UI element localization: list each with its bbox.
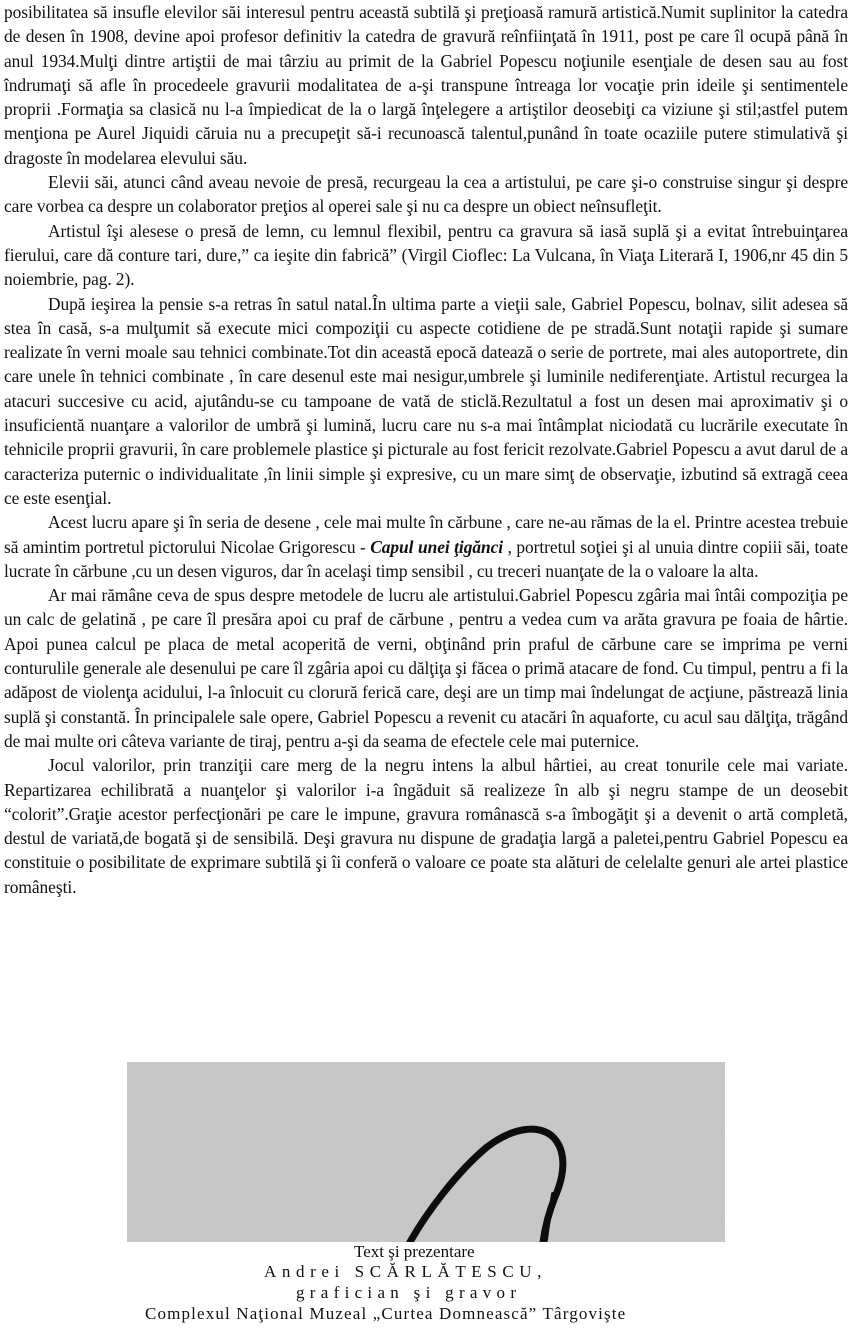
paragraph-4: După ieşirea la pensie s-a retras în satul natal.În ultima parte a vieţii sale, Gabriel Popescu, bolnav, silit adesea să stea în casă, s-a mulţumit să execute mici compoziţii cu aspecte cotidiene de pe stradă.Sunt notaţii rapide şi sumare realizate în verni moale sau tehnici combinate.Tot din această epocă datează o serie de portrete, mai ales autoportrete, din care unele în tehnici combinate , în care desenul este mai nesigur,umbrele şi luminile nediferenţiate. Artistul recurgea la atacuri succesive cu acid, ajutându-se cu tampoane de vată de sticlă.Rezultatul a fost un desen mai aproximativ şi o insuficientă nuanţare a valorilor de umbră şi lumină, lucru care nu s-a mai întâmplat niciodată cu lucrările executate în tehnicile proprii gravurii, în care problemele plastice şi picturale au fost fericit rezolvate.Gabriel Popescu a avut darul de a caracteriza puternic o individualitate ,în linii simple şi expresive, cu un mare simţ de observaţie, izbutind să extragă ceea ce este esenţial.	[4, 293, 848, 508]
artwork-title: Capul unei ţigănci	[370, 536, 504, 557]
engraving-detail-image	[127, 1062, 725, 1242]
paragraph-6: Ar mai rămâne ceva de spus despre metodele de lucru ale artistului.Gabriel Popescu zgâria mai întâi compoziţia pe un calc de gelatină , pe care îl presăra apoi cu praf de cărbune , pentru a vedea cum va arăta gravura pe foaia de hârtie. Apoi punea calcul pe placa de metal acoperită de verni, obţinând prin praful de cărbune care se imprima pe verni conturulile generale ale desenului pe care îl zgâria apoi cu dălţiţa şi făcea o primă atacare de fond. Cu timpul, pentru a fi la adăpost de violenţa acidului, l-a înlocuit cu clorură ferică care, deşi are un timp mai îndelungat de acţiune, păstrează linia suplă şi constantă. În principalele sale opere, Gabriel Popescu a revenit cu atacări în aquaforte, cu acul sau dălţiţa, trăgând de mai multe ori câteva variante de tiraj, pentru a-şi da seama de efectele cele mai puternice.	[4, 585, 848, 751]
paragraph-1: posibilitatea să insufle elevilor săi interesul pentru această subtilă şi preţioasă ramură artistică.Numit suplinitor la catedra de desen în 1908, devine apoi profesor definitiv la catedra de gravură reînfiinţată în 1911, post pe care îl ocupă până în anul 1934.Mulţi dintre artiştii de mai târziu au primit de la Gabriel Popescu noţiunile esenţiale de desen sau au fost îndrumaţi să afle în procedeele gravurii modalitatea de a-şi transpune întreaga lor vocaţie prin ideile şi sentimentele proprii .Formaţia sa clasică nu l-a împiedicat de la o largă înţelegere a artiştilor deosebiţi ca viziune şi stil;astfel putem menţiona pe Aurel Jiquidi căruia nu a precupeţit să-i recunoască talentul,punând în toate ocaziile putere stimulativă şi dragoste în modelarea elevului său.	[4, 2, 848, 168]
author-role: grafician şi gravor	[296, 1283, 522, 1302]
article-body	[4, 0, 848, 899]
paragraph-5-end: , portretul soţiei şi al unuia dintre copiii săi, toate lucrate în cărbune ,cu un desen viguros, dar în acelaşi timp sensibil , cu treceri nuanţate de la o valoare la alta.	[4, 536, 849, 581]
paragraph-5-start: Acest lucru apare şi în seria de desene , cele mai multe în cărbune , care ne-au rămas de la el. Printre acestea trebuie să amintim portretul pictorului Nicolae Grigorescu -	[4, 512, 848, 557]
author-institution: Complexul Naţional Muzeal „Curtea Domnească” Târgovişte	[145, 1304, 627, 1323]
paragraph-5	[4, 510, 848, 583]
paragraph-3: Artistul îşi alesese o presă de lemn, cu lemnul flexibil, pentru ca gravura să iasă suplă şi a evitat întrebuinţarea fierului, care dă conture tari, dure,” ca ieşite din fabrică” (Virgil Cioflec: La Vulcana, în Viaţa Literară I, 1906,nr 45 din 5 noiembrie, pag. 2).	[4, 220, 848, 290]
credit-label: Text şi prezentare	[354, 1242, 475, 1261]
paragraph-2: Elevii săi, atunci când aveau nevoie de presă, recurgeau la cea a artistului, pe care şi-o construise singur şi despre care vorbea ca despre un colaborator preţios al operei sale şi nu ca despre un obiect neînsufleţit.	[4, 172, 848, 217]
engraving-detail-drawing	[127, 1062, 725, 1242]
paragraph-7: Jocul valorilor, prin tranziţii care merg de la negru intens la albul hârtiei, au creat tonurile cele mai variate. Repartizarea echilibrată a nuanţelor şi valorilor i-a îngăduit să realizeze în alb şi negru stampe de un deosebit “colorit”.Graţie acestor perfecţionări pe care le impune, gravura românască s-a îmbogăţit şi a devenit o artă completă, destul de variată,de bogată şi de sensibilă. Deşi gravura nu dispune de gradaţia largă a paletei,pentru Gabriel Popescu ea constituie o posibilitate de exprimare subtilă şi îi conferă o valoare ce poate sta alături de celelalte genuri ale artei plastice româneşti.	[4, 755, 848, 897]
author-name: Andrei SCĂRLĂTESCU,	[264, 1262, 548, 1281]
